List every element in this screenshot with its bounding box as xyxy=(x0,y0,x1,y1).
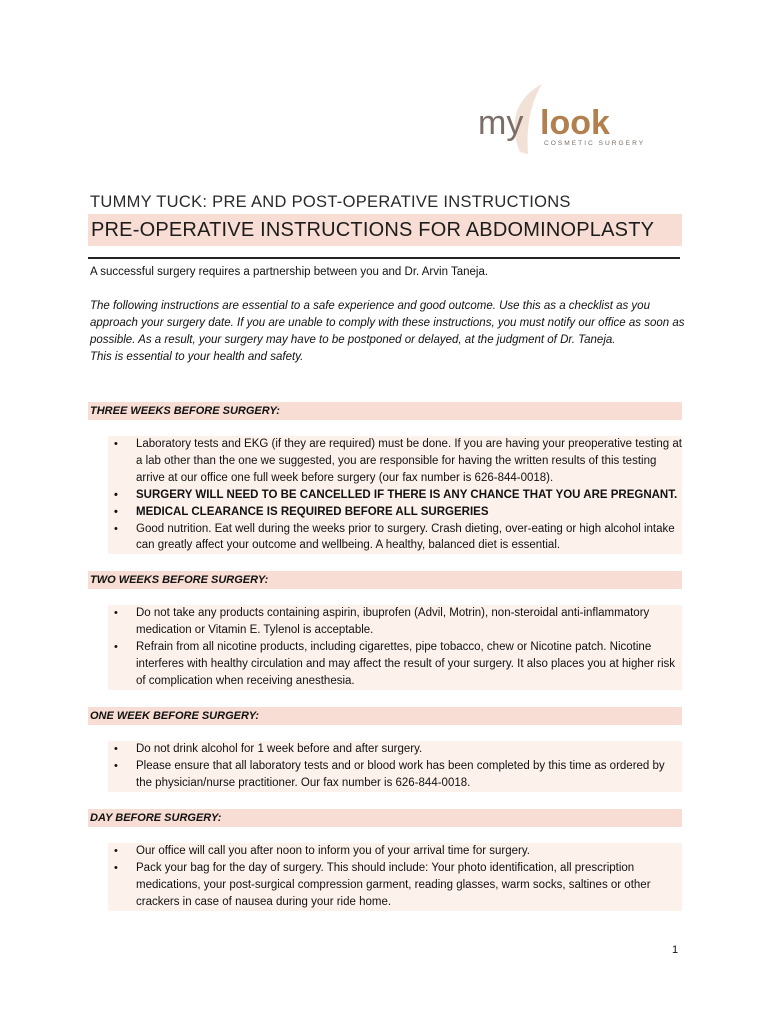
section-day-before-header: DAY BEFORE SURGERY: xyxy=(88,809,682,827)
section-one-week-header: ONE WEEK BEFORE SURGERY: xyxy=(88,707,682,725)
logo-look: look xyxy=(540,104,610,142)
section-one-week-list xyxy=(108,741,682,792)
section-two-weeks-list xyxy=(108,605,682,690)
list-item: • SURGERY WILL NEED TO BE CANCELLED IF THERE IS ANY CHANCE THAT YOU ARE PREGNANT. xyxy=(108,487,682,504)
list-item: • Do not drink alcohol for 1 week before and after surgery. xyxy=(108,741,682,758)
instructions-paragraph: The following instructions are essential to a safe experience and good outcome. Use this as a checklist as you approach your surgery date. If you are unable to comply with these instructions, you must notify our office as soon as possible. As a result, your surgery may have to be postponed or delayed, at the judgment of Dr. Taneja. xyxy=(90,300,685,346)
logo-my: my xyxy=(478,104,524,142)
list-item: • MEDICAL CLEARANCE IS REQUIRED BEFORE ALL SURGERIES xyxy=(108,504,682,521)
title-divider xyxy=(88,257,680,259)
list-item: • Please ensure that all laboratory tests and or blood work has been completed by this time as ordered by the physician/nurse practitioner. Our fax number is 626-844-0018. xyxy=(108,758,682,792)
logo-tagline: COSMETIC SURGERY xyxy=(544,140,646,147)
section-day-before-list xyxy=(108,843,682,911)
list-item: • Do not take any products containing aspirin, ibuprofen (Advil, Motrin), non-steroidal anti-inflammatory medication or Vitamin E. Tylenol is acceptable. xyxy=(108,605,682,639)
page-number: 1 xyxy=(672,944,679,956)
safety-note: This is essential to your health and safety. xyxy=(90,351,304,363)
list-item: • Laboratory tests and EKG (if they are required) must be done. If you are having your preoperative testing at a lab other than the one we suggested, you are responsible for having the written results of this testing arrive at our office one full week before surgery (our fax number is 626-844-0018). xyxy=(108,436,682,487)
list-item: • Pack your bag for the day of surgery. This should include: Your photo identification, all prescription medications, your post-surgical compression garment, reading glasses, warm socks, saltines or other crackers in case of nausea during your ride home. xyxy=(108,860,682,911)
intro-text: A successful surgery requires a partnership between you and Dr. Arvin Taneja. xyxy=(90,266,489,278)
list-item: • Good nutrition. Eat well during the weeks prior to surgery. Crash dieting, over-eating or high alcohol intake can greatly affect your outcome and wellbeing. A healthy, balanced diet is essential. xyxy=(108,521,682,555)
mylook-logo xyxy=(476,76,656,160)
document-title: PRE-OPERATIVE INSTRUCTIONS FOR ABDOMINOPLASTY xyxy=(88,214,682,246)
instructions-note xyxy=(90,298,686,366)
section-three-weeks-list xyxy=(108,436,682,554)
list-item: • Refrain from all nicotine products, including cigarettes, pipe tobacco, chew or Nicotine patch. Nicotine interferes with healthy circulation and may affect the result of your surgery. It also places you at higher risk of complication when receiving anesthesia. xyxy=(108,639,682,690)
document-subtitle: TUMMY TUCK: PRE AND POST-OPERATIVE INSTRUCTIONS xyxy=(90,193,571,211)
list-item: • Our office will call you after noon to inform you of your arrival time for surgery. xyxy=(108,843,682,860)
section-three-weeks-header: THREE WEEKS BEFORE SURGERY: xyxy=(88,402,682,420)
section-two-weeks-header: TWO WEEKS BEFORE SURGERY: xyxy=(88,571,682,589)
